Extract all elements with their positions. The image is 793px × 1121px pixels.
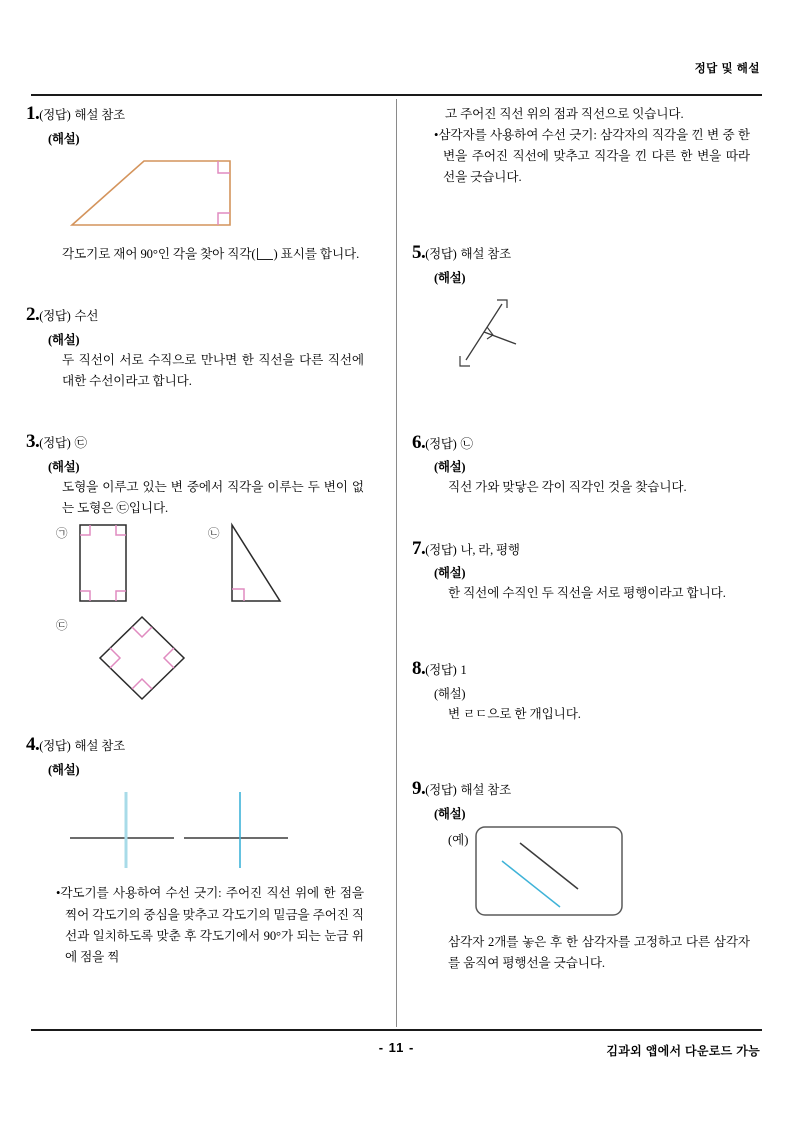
bullet-icon: • (56, 886, 61, 901)
explanation-label: (해설) (434, 686, 466, 701)
answer-value: 나, 라, 평행 (460, 542, 520, 557)
perpendicular-segment-svg (448, 294, 598, 374)
answer-line (412, 243, 754, 264)
figure-label-b: ㉡ (208, 528, 220, 541)
trapezoid-svg (62, 153, 262, 233)
explanation-text-3: 도형을 이루고 있는 변 중에서 직각을 이루는 두 변이 없는 도형은 ㉢입니다. (62, 480, 364, 516)
figure-rectangle-svg (74, 521, 194, 611)
figure-trapezoid (62, 153, 368, 238)
explanation-label: (해설) (434, 270, 466, 285)
item-number: 6. (412, 431, 426, 453)
answer-line (412, 433, 754, 454)
explanation-label: (해설) (434, 460, 466, 475)
answer-value: ㉡ (460, 436, 473, 451)
crosses-svg (62, 786, 292, 872)
answer-line (26, 735, 368, 756)
answer-label: (정답) (39, 309, 71, 324)
figure-label-c: ㉢ (56, 620, 68, 633)
item-number: 7. (412, 537, 426, 559)
continued-bullet-text (434, 125, 750, 188)
answer-line (26, 432, 368, 453)
explanation-label: (해설) (48, 460, 80, 475)
item-number: 2. (26, 304, 40, 326)
item-number: 4. (26, 734, 40, 756)
answer-value: 1 (460, 662, 467, 677)
explanation-text-4 (56, 883, 364, 968)
parallel-lines-svg (474, 824, 664, 926)
right-angle-symbol-icon (257, 248, 273, 260)
figure-perpendicular-crosses (62, 786, 368, 877)
explanation-text-8: 변 ㄹㄷ으로 한 개입니다. (448, 706, 581, 721)
figure-perpendicular-segment (448, 294, 754, 379)
item-number: 8. (412, 657, 426, 679)
answer-label: (정답) (39, 108, 71, 122)
answer-label: (정답) (425, 246, 457, 261)
column-divider (396, 99, 397, 1027)
answer-line (412, 659, 754, 680)
right-column (412, 104, 754, 974)
explanation-text-6: 직선 가와 맞닿은 각이 직각인 것을 찾습니다. (448, 480, 687, 495)
explanation-text-1-part1: 각도기로 재어 90°인 각을 찾아 직각( (62, 246, 256, 261)
answer-item-5 (412, 243, 754, 379)
answer-item-4 (26, 735, 368, 968)
answer-item-6 (412, 433, 754, 499)
answer-label: (정답) (39, 436, 71, 451)
answer-line (26, 104, 368, 125)
answer-label: (정답) (39, 739, 71, 754)
answer-item-8 (412, 659, 754, 725)
item-number: 3. (26, 431, 40, 453)
answer-value: 해설 참조 (460, 246, 511, 261)
answer-label: (정답) (425, 542, 457, 557)
answer-line (26, 305, 368, 326)
answer-item-9 (412, 779, 754, 974)
footer-note: 김과외 앱에서 다운로드 가능 (606, 1044, 760, 1058)
explanation-text-1 (62, 244, 364, 265)
answer-value: ㉢ (74, 436, 87, 451)
figure-right-triangle-svg (228, 521, 348, 611)
explanation-text-2: 두 직선이 서로 수직으로 만나면 한 직선을 다른 직선에 대한 수선이라고 합니다. (62, 352, 364, 389)
explanation-text-4-body: 각도기를 사용하여 수선 긋기: 주어진 직선 위에 한 점을 찍어 각도기의 중심을 맞추고 각도기의 밑금을 주어진 직선과 일치하도록 맞춘 후 각도기에서 90°가 되는 눈금 위에 점을 찍 (60, 886, 364, 964)
explanation-label: (해설) (48, 332, 80, 347)
footer-rule (31, 1029, 762, 1031)
footer-page-number: - 11 - (378, 1040, 415, 1055)
explanation-label: (해설) (48, 131, 80, 146)
page-header-title: 정답 및 해설 (694, 63, 760, 75)
answer-value: 해설 참조 (460, 782, 511, 797)
answer-line (412, 539, 754, 560)
item-number: 5. (412, 241, 426, 263)
answer-value: 해설 참조 (74, 108, 125, 122)
explanation-text-7: 한 직선에 수직인 두 직선을 서로 평행이라고 합니다. (448, 586, 726, 601)
explanation-label: (해설) (434, 806, 466, 821)
left-column (26, 104, 368, 968)
item-number: 9. (412, 777, 426, 799)
continued-bullet-body: 삼각자를 사용하여 수선 긋기: 삼각자의 직각을 낀 변 중 한 변을 주어진 직선에 맞추고 직각을 낀 다른 한 변을 따라 선을 긋습니다. (438, 128, 750, 185)
explanation-text-9: 삼각자 2개를 놓은 후 한 삼각자를 고정하고 다른 삼각자를 움직여 평행선을 긋습니다. (448, 934, 750, 970)
continued-text: 고 주어진 직선 위의 점과 직선으로 잇습니다. (445, 107, 684, 121)
example-label: (예) (448, 832, 469, 847)
figure-parallel-lines-wrapper (412, 824, 754, 932)
answer-label: (정답) (425, 782, 457, 797)
explanation-label: (해설) (48, 763, 80, 778)
answer-item-2 (26, 305, 368, 392)
answer-line (412, 779, 754, 800)
answer-label: (정답) (425, 662, 457, 677)
answer-value: 수선 (74, 309, 99, 324)
answer-item-1 (26, 104, 368, 265)
figure-group-3 (56, 519, 368, 709)
answer-label: (정답) (425, 436, 457, 451)
figure-label-a: ㉠ (56, 528, 68, 541)
answer-value: 해설 참조 (74, 739, 125, 754)
explanation-text-1-part2: ) 표시를 합니다. (273, 246, 360, 261)
answer-item-7 (412, 539, 754, 605)
explanation-label: (해설) (434, 566, 466, 581)
figure-diamond-svg (94, 611, 214, 706)
answer-item-3 (26, 432, 368, 709)
item-number: 1. (26, 103, 40, 124)
header-rule (31, 94, 762, 96)
bullet-icon: • (434, 128, 439, 143)
